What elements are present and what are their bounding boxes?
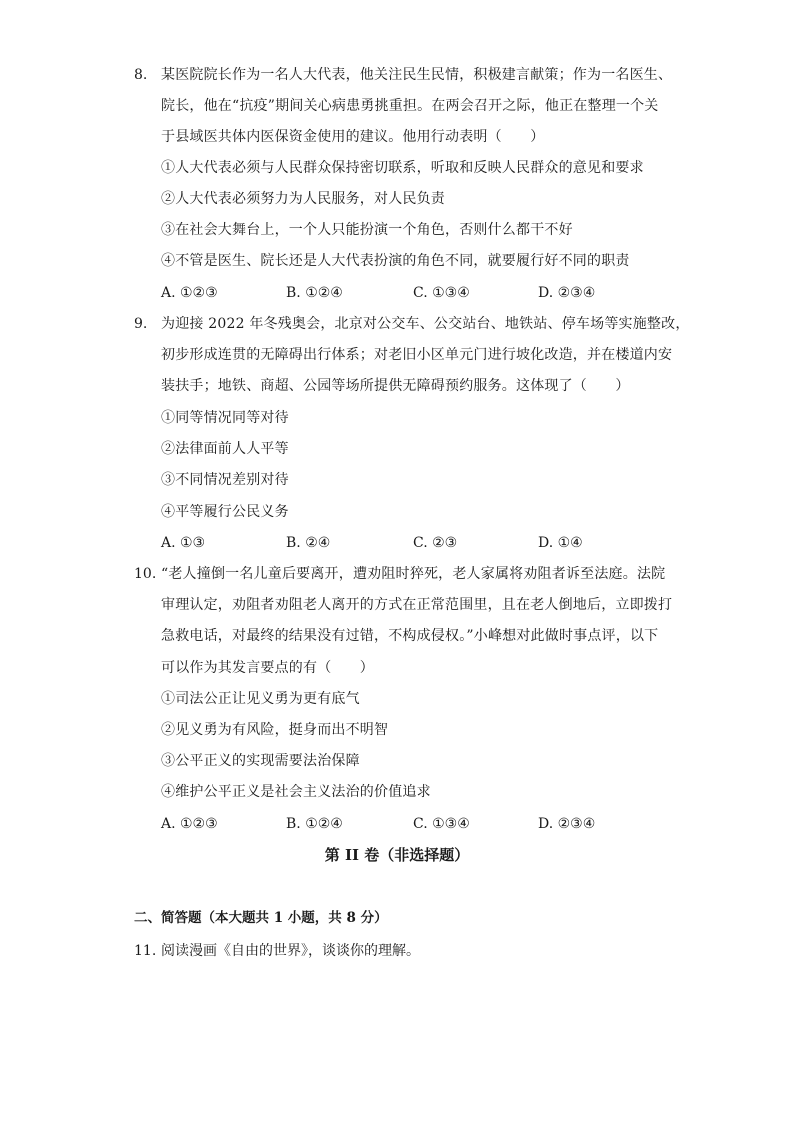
statement-3: ③公平正义的实现需要法治保障 (161, 753, 360, 769)
question-number: 11. (134, 943, 157, 959)
option-c[interactable]: C. ①③④ (413, 285, 470, 301)
statement-1: ①司法公正让见义勇为更有底气 (161, 691, 360, 707)
option-d[interactable]: D. ②③④ (538, 816, 596, 832)
question-stem-line: 初步形成连贯的无障碍出行体系；对老旧小区单元门进行坡化改造，并在楼道内安 (161, 347, 673, 363)
statement-4: ④不管是医生、院长还是人大代表扮演的角色不同，就要履行好不同的职责 (161, 253, 630, 269)
option-a[interactable]: A. ①②③ (161, 285, 218, 301)
question-stem-line: “老人撞倒一名儿童后要离开，遭劝阻时猝死，老人家属将劝阻者诉至法庭。法院 (161, 566, 666, 582)
option-a[interactable]: A. ①②③ (161, 816, 218, 832)
statement-1: ①人大代表必须与人民群众保持密切联系，听取和反映人民群众的意见和要求 (161, 160, 644, 176)
option-b[interactable]: B. ①②④ (286, 816, 343, 832)
option-b[interactable]: B. ①②④ (286, 285, 343, 301)
question-stem-line: 某医院院长作为一名人大代表，他关注民生民情，积极建言献策；作为一名医生、 (161, 67, 673, 83)
question-stem-line: 急救电话，对最终的结果没有过错，不构成侵权。”小峰想对此做时事点评，以下 (161, 628, 659, 644)
question-stem-line: 于县域医共体内医保资金使用的建议。他用行动表明（ ） (161, 129, 545, 145)
statement-3: ③不同情况差别对待 (161, 472, 289, 488)
question-stem: 阅读漫画《自由的世界》，谈谈你的理解。 (161, 943, 420, 959)
question-stem-line: 可以作为其发言要点的有（ ） (161, 660, 374, 676)
section-header: 二、简答题（本大题共 1 小题，共 8 分） (134, 910, 388, 926)
option-b[interactable]: B. ②④ (286, 535, 331, 551)
statement-1: ①同等情况同等对待 (161, 410, 289, 426)
statement-3: ③在社会大舞台上，一个人只能扮演一个角色，否则什么都干不好 (161, 222, 573, 238)
option-a[interactable]: A. ①③ (161, 535, 206, 551)
question-stem-line: 院长，他在“抗疫”期间关心病患勇挑重担。在两会召开之际，他正在整理一个关 (161, 98, 659, 114)
statement-4: ④维护公平正义是社会主义法治的价值追求 (161, 784, 431, 800)
question-number: 10. (134, 566, 157, 582)
question-number: 8. (134, 67, 148, 83)
question-stem-line: 审理认定，劝阻者劝阻老人离开的方式在正常范围里，且在老人倒地后，立即拨打 (161, 597, 673, 613)
question-stem-line: 装扶手；地铁、商超、公园等场所提供无障碍预约服务。这体现了（ ） (161, 378, 630, 394)
option-c[interactable]: C. ②③ (413, 535, 458, 551)
question-11 (134, 938, 420, 964)
section-title: 第 II 卷（非选择题） (324, 846, 470, 864)
question-number: 9. (134, 316, 148, 332)
option-d[interactable]: D. ②③④ (538, 285, 596, 301)
statement-2: ②法律面前人人平等 (161, 441, 289, 457)
question-stem-line: 为迎接 2022 年冬残奥会，北京对公交车、公交站台、地铁站、停车场等实施整改， (161, 316, 690, 332)
statement-2: ②人大代表必须努力为人民服务，对人民负责 (161, 191, 445, 207)
statement-2: ②见义勇为有风险，挺身而出不明智 (161, 722, 389, 738)
option-d[interactable]: D. ①④ (538, 535, 583, 551)
statement-4: ④平等履行公民义务 (161, 504, 289, 520)
option-c[interactable]: C. ①③④ (413, 816, 470, 832)
